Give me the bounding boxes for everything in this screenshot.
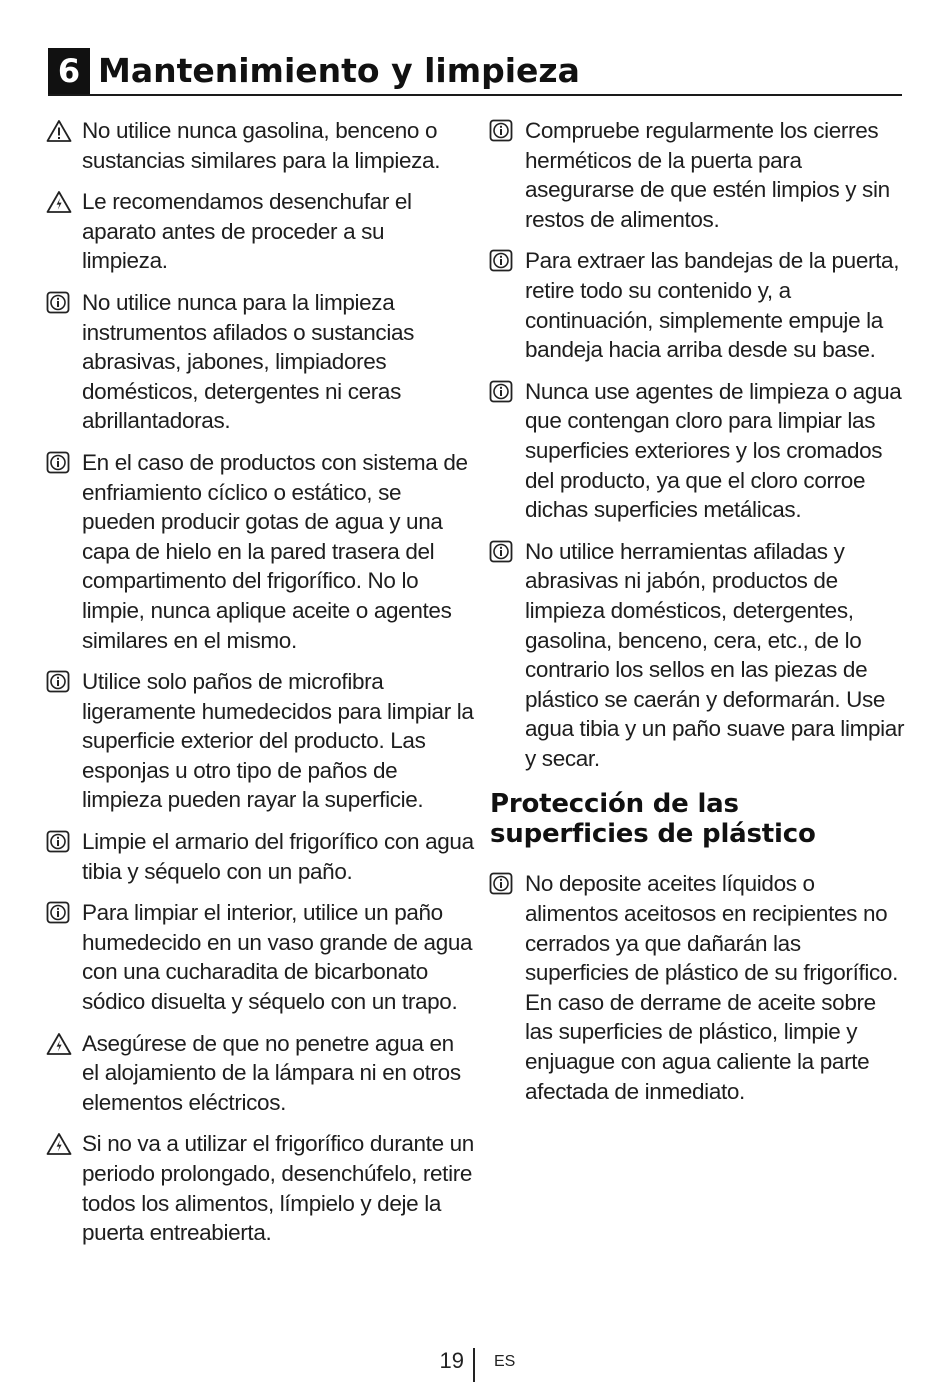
warning-icon	[46, 119, 72, 143]
section-heading	[490, 789, 909, 849]
list-item-text: No utilice herramientas afiladas y abrasivas ni jabón, productos de limpieza domésticos, detergentes, gasolina, benceno, cera, etc., de lo contrario los sellos en las piezas de plástico se caerán y deformarán. Use agua tibia y un paño suave para limpiar y secar.	[525, 538, 905, 771]
list-item	[489, 116, 909, 234]
list-item	[489, 377, 909, 525]
list-item	[46, 187, 474, 276]
section-items	[489, 869, 909, 1106]
left-column	[46, 116, 474, 1260]
info-icon	[46, 830, 72, 854]
list-item-text: Utilice solo paños de microfibra ligeramente humedecidos para limpiar la superficie exterior del producto. Las esponjas u otro tipo de paños de limpieza pueden rayar la superficie.	[82, 669, 474, 813]
list-item-text: Nunca use agentes de limpieza o agua que contengan cloro para limpiar las superficies exteriores y los cromados del producto, ya que el cloro corroe dichas superficies metálicas.	[525, 378, 902, 523]
list-item-text: Le recomendamos desenchufar el aparato antes de proceder a su limpieza.	[82, 189, 412, 274]
list-item-text: Limpie el armario del frigorífico con agua tibia y séquelo con un paño.	[82, 829, 474, 884]
list-item	[489, 537, 909, 774]
section-heading-line1: Protección de las	[490, 789, 739, 820]
language-code: ES	[494, 1353, 516, 1370]
list-item	[489, 246, 909, 364]
list-item-text: Asegúrese de que no penetre agua en el alojamiento de la lámpara ni en otros elementos eléctricos.	[82, 1030, 461, 1115]
list-item	[46, 1029, 474, 1118]
list-item	[46, 116, 474, 175]
info-icon	[46, 451, 72, 475]
footer-divider	[473, 1348, 475, 1382]
chapter-number: 6	[48, 48, 90, 94]
list-item-text: No utilice nunca gasolina, benceno o sustancias similares para la limpieza.	[82, 118, 441, 173]
chapter-header	[48, 48, 902, 96]
list-item	[489, 869, 909, 1106]
list-item-text: No utilice nunca para la limpieza instrumentos afilados o sustancias abrasivas, jabones, limpiadores domésticos, detergentes ni ceras abrillantadoras.	[82, 289, 415, 434]
list-item-text: Para limpiar el interior, utilice un paño humedecido en un vaso grande de agua con una cucharadita de bicarbonato sódico disuelta y séquelo con un trapo.	[82, 900, 473, 1015]
list-item	[46, 448, 474, 655]
electric-warning-icon	[46, 190, 72, 214]
info-icon	[489, 872, 515, 896]
info-icon	[46, 901, 72, 925]
page-title: Mantenimiento y limpieza	[98, 51, 580, 90]
page-number: 19	[439, 1348, 464, 1373]
right-column	[489, 116, 909, 1118]
info-icon	[489, 540, 515, 564]
list-item-text: Para extraer las bandejas de la puerta, retire todo su contenido y, a continuación, simplemente empuje la bandeja hacia arriba desde su base.	[525, 248, 900, 363]
list-item-text: En el caso de productos con sistema de enfriamiento cíclico o estático, se pueden producir gotas de agua y una capa de hielo en la pared trasera del compartimento del frigorífico. No lo limpie, nunca aplique aceite o agentes similares en el mismo.	[82, 449, 468, 653]
page-footer	[0, 1346, 950, 1384]
electric-warning-icon	[46, 1132, 72, 1156]
right-column-items	[489, 116, 909, 773]
list-item	[46, 1129, 474, 1247]
list-item	[46, 827, 474, 886]
list-item	[46, 898, 474, 1016]
list-item-text: Si no va a utilizar el frigorífico durante un periodo prolongado, desenchúfelo, retire todos los alimentos, límpielo y deje la puerta entreabierta.	[82, 1131, 474, 1246]
section-heading-line2: superficies de plástico	[490, 819, 816, 850]
info-icon	[489, 380, 515, 404]
info-icon	[46, 670, 72, 694]
info-icon	[489, 249, 515, 273]
info-icon	[489, 119, 515, 143]
electric-warning-icon	[46, 1032, 72, 1056]
info-icon	[46, 291, 72, 315]
list-item-text: No deposite aceites líquidos o alimentos aceitosos en recipientes no cerrados ya que dañarán las superficies de plástico de su frigorífico. En caso de derrame de aceite sobre las superficies de plástico, limpie y enjuague con agua caliente la parte afectada de inmediato.	[525, 871, 898, 1104]
list-item	[46, 667, 474, 815]
list-item-text: Compruebe regularmente los cierres herméticos de la puerta para asegurarse de que estén limpios y sin restos de alimentos.	[525, 118, 890, 232]
list-item	[46, 288, 474, 436]
